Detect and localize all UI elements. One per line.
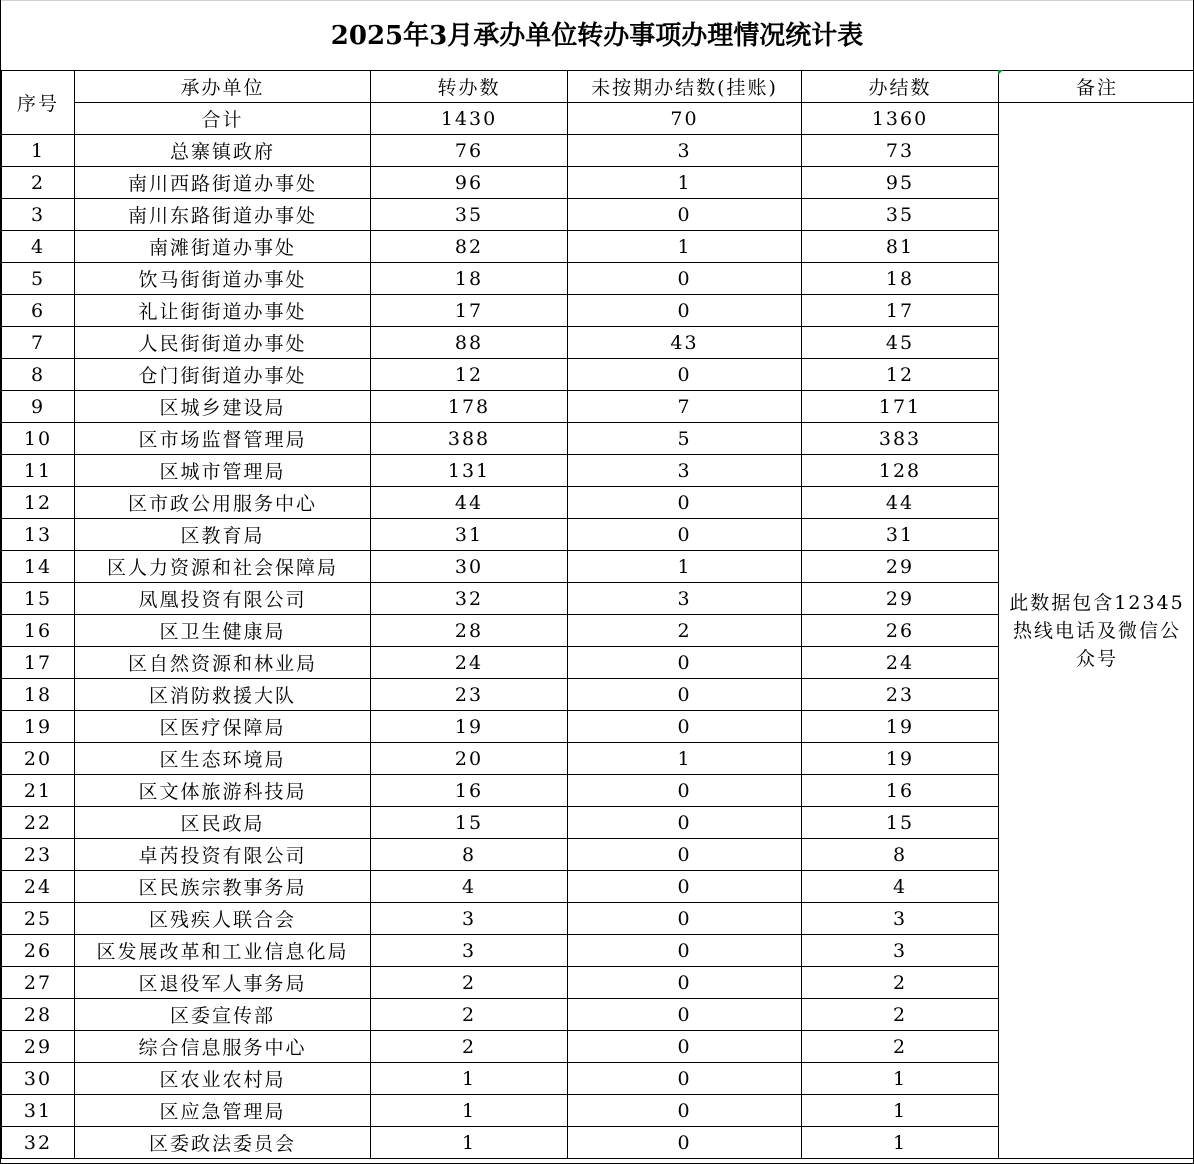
cell-completed[interactable]: 8 <box>802 839 999 871</box>
cell-completed[interactable]: 2 <box>802 999 999 1031</box>
cell-transferred[interactable]: 88 <box>371 327 568 359</box>
cell-seq[interactable]: 18 <box>2 679 75 711</box>
cell-completed[interactable]: 3 <box>802 935 999 967</box>
cell-transferred[interactable]: 1 <box>371 1063 568 1095</box>
cell-unit[interactable]: 饮马街街道办事处 <box>75 263 371 295</box>
total-transferred[interactable]: 1430 <box>371 103 568 135</box>
cell-pending[interactable]: 1 <box>568 743 802 775</box>
cell-unit[interactable]: 区委宣传部 <box>75 999 371 1031</box>
cell-pending[interactable]: 0 <box>568 871 802 903</box>
cell-pending[interactable]: 0 <box>568 647 802 679</box>
cell-pending[interactable]: 0 <box>568 359 802 391</box>
cell-completed[interactable]: 31 <box>802 519 999 551</box>
cell-seq[interactable]: 25 <box>2 903 75 935</box>
cell-transferred[interactable]: 23 <box>371 679 568 711</box>
cell-pending[interactable]: 0 <box>568 711 802 743</box>
cell-unit[interactable]: 区退役军人事务局 <box>75 967 371 999</box>
cell-unit[interactable]: 区文体旅游科技局 <box>75 775 371 807</box>
cell-pending[interactable]: 0 <box>568 967 802 999</box>
cell-transferred[interactable]: 1 <box>371 1095 568 1127</box>
cell-seq[interactable]: 20 <box>2 743 75 775</box>
cell-completed[interactable]: 35 <box>802 199 999 231</box>
cell-seq[interactable]: 32 <box>2 1127 75 1159</box>
cell-unit[interactable]: 区自然资源和林业局 <box>75 647 371 679</box>
header-transferred[interactable]: 转办数 <box>371 71 568 103</box>
cell-completed[interactable]: 128 <box>802 455 999 487</box>
cell-unit[interactable]: 区生态环境局 <box>75 743 371 775</box>
cell-seq[interactable]: 27 <box>2 967 75 999</box>
total-row <box>2 103 1194 135</box>
cell-pending[interactable]: 0 <box>568 1031 802 1063</box>
cell-transferred[interactable]: 18 <box>371 263 568 295</box>
cell-seq[interactable]: 2 <box>2 167 75 199</box>
cell-pending[interactable]: 0 <box>568 1127 802 1159</box>
cell-pending[interactable]: 3 <box>568 135 802 167</box>
header-pending[interactable]: 未按期办结数(挂账) <box>568 71 802 103</box>
cell-pending[interactable]: 0 <box>568 199 802 231</box>
cell-unit[interactable]: 区市政公用服务中心 <box>75 487 371 519</box>
cell-seq[interactable]: 3 <box>2 199 75 231</box>
cell-transferred[interactable]: 28 <box>371 615 568 647</box>
cell-pending[interactable]: 0 <box>568 839 802 871</box>
cell-unit[interactable]: 区城市管理局 <box>75 455 371 487</box>
cell-unit[interactable]: 礼让街街道办事处 <box>75 295 371 327</box>
cell-seq[interactable]: 19 <box>2 711 75 743</box>
cell-pending[interactable]: 0 <box>568 295 802 327</box>
cell-transferred[interactable]: 178 <box>371 391 568 423</box>
cell-pending[interactable]: 0 <box>568 263 802 295</box>
cell-pending[interactable]: 3 <box>568 455 802 487</box>
cell-completed[interactable]: 171 <box>802 391 999 423</box>
cell-comment-indicator <box>998 70 1003 75</box>
cell-completed[interactable]: 18 <box>802 263 999 295</box>
cell-unit[interactable]: 区民政局 <box>75 807 371 839</box>
header-seq[interactable]: 序号 <box>2 71 75 135</box>
cell-unit[interactable]: 区医疗保障局 <box>75 711 371 743</box>
cell-seq[interactable]: 12 <box>2 487 75 519</box>
cell-transferred[interactable]: 2 <box>371 999 568 1031</box>
cell-transferred[interactable]: 8 <box>371 839 568 871</box>
cell-unit[interactable]: 凤凰投资有限公司 <box>75 583 371 615</box>
cell-completed[interactable]: 2 <box>802 967 999 999</box>
cell-unit[interactable]: 区教育局 <box>75 519 371 551</box>
cell-seq[interactable]: 17 <box>2 647 75 679</box>
cell-seq[interactable]: 24 <box>2 871 75 903</box>
cell-completed[interactable]: 17 <box>802 295 999 327</box>
cell-transferred[interactable]: 31 <box>371 519 568 551</box>
cell-completed[interactable]: 44 <box>802 487 999 519</box>
cell-pending[interactable]: 1 <box>568 167 802 199</box>
total-label[interactable]: 合计 <box>75 103 371 135</box>
cell-completed[interactable]: 4 <box>802 871 999 903</box>
cell-unit[interactable]: 南滩街道办事处 <box>75 231 371 263</box>
cell-seq[interactable]: 26 <box>2 935 75 967</box>
cell-transferred[interactable]: 1 <box>371 1127 568 1159</box>
cell-seq[interactable]: 1 <box>2 135 75 167</box>
header-unit[interactable]: 承办单位 <box>75 71 371 103</box>
cell-pending[interactable]: 0 <box>568 903 802 935</box>
cell-seq[interactable]: 22 <box>2 807 75 839</box>
cell-completed[interactable]: 26 <box>802 615 999 647</box>
cell-pending[interactable]: 5 <box>568 423 802 455</box>
cell-transferred[interactable]: 16 <box>371 775 568 807</box>
cell-completed[interactable]: 12 <box>802 359 999 391</box>
cell-pending[interactable]: 0 <box>568 487 802 519</box>
cell-pending[interactable]: 0 <box>568 1063 802 1095</box>
total-pending[interactable]: 70 <box>568 103 802 135</box>
cell-completed[interactable]: 95 <box>802 167 999 199</box>
cell-pending[interactable]: 0 <box>568 519 802 551</box>
cell-seq[interactable]: 6 <box>2 295 75 327</box>
cell-completed[interactable]: 24 <box>802 647 999 679</box>
header-completed[interactable]: 办结数 <box>802 71 999 103</box>
cell-completed[interactable]: 15 <box>802 807 999 839</box>
cell-unit[interactable]: 总寨镇政府 <box>75 135 371 167</box>
cell-transferred[interactable]: 131 <box>371 455 568 487</box>
sheet-title: 2025年3月承办单位转办事项办理情况统计表 <box>1 0 1193 70</box>
cell-unit[interactable]: 南川西路街道办事处 <box>75 167 371 199</box>
cell-completed[interactable]: 1 <box>802 1063 999 1095</box>
cell-transferred[interactable]: 3 <box>371 903 568 935</box>
cell-unit[interactable]: 区人力资源和社会保障局 <box>75 551 371 583</box>
cell-completed[interactable]: 73 <box>802 135 999 167</box>
cell-completed[interactable]: 19 <box>802 743 999 775</box>
cell-seq[interactable]: 31 <box>2 1095 75 1127</box>
cell-seq[interactable]: 8 <box>2 359 75 391</box>
cell-seq[interactable]: 4 <box>2 231 75 263</box>
cell-seq[interactable]: 9 <box>2 391 75 423</box>
cell-completed[interactable]: 1 <box>802 1095 999 1127</box>
cell-completed[interactable]: 19 <box>802 711 999 743</box>
cell-unit[interactable]: 综合信息服务中心 <box>75 1031 371 1063</box>
cell-pending[interactable]: 0 <box>568 679 802 711</box>
cell-seq[interactable]: 23 <box>2 839 75 871</box>
cell-seq[interactable]: 5 <box>2 263 75 295</box>
cell-unit[interactable]: 南川东路街道办事处 <box>75 199 371 231</box>
cell-pending[interactable]: 43 <box>568 327 802 359</box>
cell-completed[interactable]: 16 <box>802 775 999 807</box>
cell-transferred[interactable]: 44 <box>371 487 568 519</box>
cell-transferred[interactable]: 12 <box>371 359 568 391</box>
cell-pending[interactable]: 1 <box>568 231 802 263</box>
cell-transferred[interactable]: 4 <box>371 871 568 903</box>
cell-completed[interactable]: 2 <box>802 1031 999 1063</box>
cell-transferred[interactable]: 2 <box>371 1031 568 1063</box>
cell-transferred[interactable]: 15 <box>371 807 568 839</box>
cell-pending[interactable]: 0 <box>568 935 802 967</box>
cell-transferred[interactable]: 3 <box>371 935 568 967</box>
cell-unit[interactable]: 区委政法委员会 <box>75 1127 371 1159</box>
cell-completed[interactable]: 81 <box>802 231 999 263</box>
cell-transferred[interactable]: 2 <box>371 967 568 999</box>
cell-transferred[interactable]: 32 <box>371 583 568 615</box>
cell-completed[interactable]: 1 <box>802 1127 999 1159</box>
cell-pending[interactable]: 2 <box>568 615 802 647</box>
cell-pending[interactable]: 3 <box>568 583 802 615</box>
header-row <box>2 71 1194 103</box>
cell-transferred[interactable]: 76 <box>371 135 568 167</box>
cell-seq[interactable]: 14 <box>2 551 75 583</box>
cell-pending[interactable]: 0 <box>568 999 802 1031</box>
statistics-table <box>1 70 1194 1159</box>
cell-seq[interactable]: 30 <box>2 1063 75 1095</box>
cell-transferred[interactable]: 20 <box>371 743 568 775</box>
cell-unit[interactable]: 人民街街道办事处 <box>75 327 371 359</box>
cell-unit[interactable]: 区发展改革和工业信息化局 <box>75 935 371 967</box>
cell-seq[interactable]: 7 <box>2 327 75 359</box>
cell-unit[interactable]: 仓门街街道办事处 <box>75 359 371 391</box>
cell-unit[interactable]: 区市场监督管理局 <box>75 423 371 455</box>
cell-seq[interactable]: 21 <box>2 775 75 807</box>
cell-seq[interactable]: 16 <box>2 615 75 647</box>
cell-transferred[interactable]: 388 <box>371 423 568 455</box>
cell-unit[interactable]: 区卫生健康局 <box>75 615 371 647</box>
cell-completed[interactable]: 383 <box>802 423 999 455</box>
cell-pending[interactable]: 0 <box>568 1095 802 1127</box>
cell-unit[interactable]: 区消防救援大队 <box>75 679 371 711</box>
table-body <box>2 71 1194 1159</box>
cell-unit[interactable]: 卓芮投资有限公司 <box>75 839 371 871</box>
cell-seq[interactable]: 15 <box>2 583 75 615</box>
cell-unit[interactable]: 区应急管理局 <box>75 1095 371 1127</box>
remarks-cell[interactable]: 此数据包含12345热线电话及微信公众号 <box>999 103 1194 1159</box>
cell-completed[interactable]: 29 <box>802 583 999 615</box>
total-completed[interactable]: 1360 <box>802 103 999 135</box>
cell-transferred[interactable]: 35 <box>371 199 568 231</box>
cell-completed[interactable]: 23 <box>802 679 999 711</box>
cell-unit[interactable]: 区残疾人联合会 <box>75 903 371 935</box>
cell-unit[interactable]: 区农业农村局 <box>75 1063 371 1095</box>
cell-unit[interactable]: 区城乡建设局 <box>75 391 371 423</box>
cell-transferred[interactable]: 19 <box>371 711 568 743</box>
cell-transferred[interactable]: 17 <box>371 295 568 327</box>
cell-transferred[interactable]: 82 <box>371 231 568 263</box>
cell-seq[interactable]: 11 <box>2 455 75 487</box>
header-remarks[interactable]: 备注 <box>999 71 1194 103</box>
cell-seq[interactable]: 29 <box>2 1031 75 1063</box>
cell-transferred[interactable]: 30 <box>371 551 568 583</box>
cell-completed[interactable]: 3 <box>802 903 999 935</box>
cell-pending[interactable]: 7 <box>568 391 802 423</box>
cell-completed[interactable]: 45 <box>802 327 999 359</box>
cell-pending[interactable]: 1 <box>568 551 802 583</box>
cell-seq[interactable]: 28 <box>2 999 75 1031</box>
cell-pending[interactable]: 0 <box>568 775 802 807</box>
cell-unit[interactable]: 区民族宗教事务局 <box>75 871 371 903</box>
cell-completed[interactable]: 29 <box>802 551 999 583</box>
cell-transferred[interactable]: 24 <box>371 647 568 679</box>
cell-seq[interactable]: 13 <box>2 519 75 551</box>
cell-seq[interactable]: 10 <box>2 423 75 455</box>
cell-pending[interactable]: 0 <box>568 807 802 839</box>
cell-transferred[interactable]: 96 <box>371 167 568 199</box>
